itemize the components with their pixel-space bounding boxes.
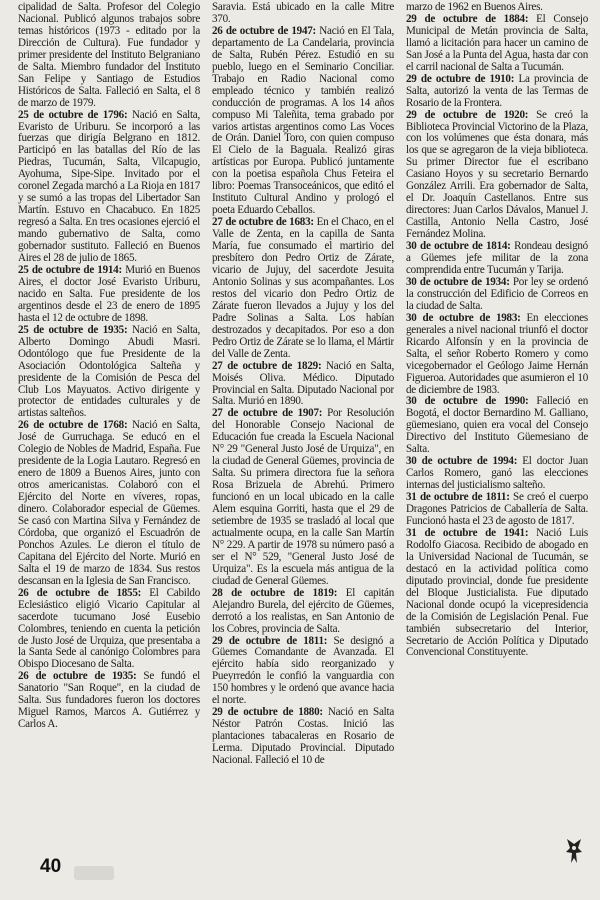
entry-text: Nació en Salta Néstor Patrón Costas. Inició las plantaciones tabacaleras en Rosario de Lerma. Diputado Provincial. Diputado Nacional. Falleció el 10 de <box>212 706 394 767</box>
entry-date: 30 de octubre de 1990: <box>406 395 529 408</box>
entry-date: 26 de octubre de 1855: <box>18 586 142 599</box>
entry-date: 31 de octubre de 1811: <box>406 491 510 504</box>
entry <box>406 528 588 659</box>
entry-date: 26 de octubre de 1768: <box>18 419 128 432</box>
entry-date: 25 de octubre de 1935: <box>18 323 128 336</box>
entry-text: Se fundó el Sanatorio "San Roque", en la ciudad de Salta. Sus fundadores fueron los doctores Miguel Ramos, Marcos A. Gutiérrez y Carlos A. <box>18 670 200 731</box>
text-columns <box>18 2 588 854</box>
entry-date: 30 de octubre de 1934: <box>406 275 510 288</box>
entry-text: Murió en Buenos Aires, el doctor José Evaristo Uriburu, nacido en Salta. Fue presidente de los argentinos desde el 23 de enero de 1895 hasta el 12 de octubre de 1898. <box>18 263 200 324</box>
entry-date: 28 de octubre de 1819: <box>212 586 338 599</box>
entry-date: 30 de octubre de 1814: <box>406 240 511 253</box>
entry <box>406 14 588 74</box>
entry-text: El Cabildo Eclesiástico eligió Vicario Capitular al sacerdote tucumano José Eusebio Colombres, teniendo en cuenta la petición de Justo José de Urquiza, que presentaba a la Santa Sede al canónigo Colombres para Obispo Diocesano de Salta. <box>18 586 200 671</box>
column-3 <box>406 2 588 854</box>
entry <box>18 420 200 587</box>
entry <box>212 636 394 708</box>
entry-text: La provincia de Salta, autorizó la venta de las Termas de Rosario de la Frontera. <box>406 72 588 109</box>
entry-date: 31 de octubre de 1941: <box>406 526 529 539</box>
entry-text: En elecciones generales a nivel nacional triunfó el doctor Ricardo Alfonsín y en la provincia de Salta, el señor Roberto Romero y como vicegobernador el Geólogo Jaime Hernán Figueroa. Autoridades que asumieron el 10 de diciembre de 1983. <box>406 311 588 396</box>
entry-text: Saravia. Está ubicado en la calle Mitre 370. <box>212 2 394 25</box>
column-1 <box>18 2 200 854</box>
entry <box>18 2 200 110</box>
entry-date: 29 de octubre de 1884: <box>406 12 529 25</box>
entry <box>406 313 588 397</box>
entry-date: 29 de octubre de 1910: <box>406 72 515 85</box>
entry-text: Se designó a Güemes Comandante de Avanzada. El ejército había sido reorganizado y Pueyrredón le confió la vanguardia con 150 hombres y le ordenó que avance hacia el norte. <box>212 634 394 707</box>
entry <box>18 671 200 731</box>
entry-text: marzo de 1962 en Buenos Aires. <box>406 2 543 13</box>
publisher-logo-icon <box>563 836 585 866</box>
page-number: 40 <box>40 856 62 877</box>
entry <box>212 217 394 360</box>
entry-date: 26 de octubre de 1935: <box>18 670 137 683</box>
entry <box>212 361 394 409</box>
entry <box>18 265 200 325</box>
entry <box>212 26 394 217</box>
entry-text: Nació en Salta, Alberto Domingo Abudi Masri. Odontólogo que fue Presidente de la Asociación Odontológica Salteña y presidente de la Comisión de Pesca del Club Los Mayuatos. Activo dirigente y protector de entidades culturales y de artistas salteños. <box>18 323 200 420</box>
entry-text: Se creó el cuerpo Dragones Patricios de Caballería de Salta. Funcionó hasta el 23 de agosto de 1817. <box>406 491 588 527</box>
entry-text: Se creó la Biblioteca Provincial Victorino de la Plaza, con los volúmenes que ésta donara, más los que se agregaron de la vieja biblioteca. Su primer Director fue el escribano Casiano Hoyos y su secretario Bernardo González Arrili. Era gobernador de Salta, el Dr. Joaquín Castellanos. Entre sus directores: Juan Carlos Dávalos, Manuel J. Castilla, Antonio Nella Castro, José Fernández Molina. <box>406 108 588 241</box>
entry-date: 30 de octubre de 1994: <box>406 455 518 468</box>
entry-date: 29 de octubre de 1880: <box>212 706 323 719</box>
entry-text: Nació en Salta, Moisés Oliva. Médico. Diputado Provincial en Salta. Diputado Nacional por Salta. Murió en 1890. <box>212 359 394 408</box>
entry-text: El Consejo Municipal de Metán provincia de Salta, llamó a licitación para hacer un camino de San José a la Punta del Agua, hasta dar con el carril nacional de Salta a Tucumán. <box>406 12 588 73</box>
entry-text: cipalidad de Salta. Profesor del Colegio Nacional. Publicó algunos trabajos sobre temas históricos (1973 - editado por la Dirección de Cultura). Fue fundador y primer presidente del Instituto Belgraniano de Salta. Miembro fundador del Instituto San Felipe y Santiago de Estudios Históricos de Salta. Falleció en Salta, el 8 de marzo de 1979. <box>18 2 200 109</box>
entry-text: En el Chaco, en el Valle de Zenta, en la capilla de Santa María, fue consumado el martirio del presbítero don Pedro Ortiz de Zárate, vicario de Jujuy, del sacerdote Jesuita Antonio Solinas y sus acompañantes. Los restos del vicario don Pedro Ortiz de Zárate fueron llevados a Jujuy y los del Padre Solinas a Salta. Los habían destrozados y decapitados. Por eso a don Pedro Ortiz de Zárate se lo llama, el Mártir del Valle de Zenta. <box>212 216 394 360</box>
entry-date: 29 de octubre de 1920: <box>406 108 529 121</box>
entry-date: 27 de octubre de 1683: <box>212 216 314 229</box>
entry-date: 27 de octubre de 1829: <box>212 359 322 372</box>
entry-text: Por ley se ordenó la construcción del Edificio de Correos en la ciudad de Salta. <box>406 275 588 312</box>
entry <box>212 2 394 26</box>
entry <box>406 492 588 528</box>
entry-text: Por Resolución del Honorable Consejo Nacional de Educación fue creada la Escuela Nacional N° 29 "General Justo José de Urquiza", en la ciudad de General Güemes, provincia de Salta. Su primera directora fue la señora Rosa Brizuela de Abrehú. Primero funcionó en un local ubicado en la calle Alem esquina Gorriti, hasta que el 29 de setiembre de 1935 se trasladó al local que actualmente ocupa, en la calle San Martín N° 229. A partir de 1978 su número pasó a ser el N° 529, "General Justo José de Urquiza". Es la escuela más antigua de la ciudad de General Güemes. <box>212 407 394 587</box>
entry-text: Nació en El Tala, departamento de La Candelaria, provincia de Salta, Rubén Pérez. Estudió en su pueblo, luego en el Seminario Conciliar. Trabajo en Radio Nacional como empleado técnico y también realizó conducción de programas. A los 14 años compuso Mi Taleñita, tema grabado por varios artistas argentinos como Las Voces de Orán. Daniel Toro, con quien compuso El Cielo de la Baguala. Realizó giras artísticas por Europa. Publicó juntamente con la poetisa española Chus Feteira el libro: Poemas Transoceánicos, que editó el Instituto Cultural Andino y prologó el poeta Eduardo Ceballos. <box>212 24 394 217</box>
entry-date: 27 de octubre de 1907: <box>212 407 323 420</box>
entry-date: 30 de octubre de 1983: <box>406 311 521 324</box>
entry-text: Falleció en Bogotá, el doctor Bernardino M. Galliano, güemesiano, quien era vocal del Consejo Directivo del Instituto Güemesiano de Salta. <box>406 395 588 456</box>
entry <box>18 110 200 265</box>
entry-text: Rondeau designó a Güemes jefe militar de la zona comprendida entre Tucumán y Tarija. <box>406 240 588 276</box>
entry-date: 26 de octubre de 1947: <box>212 24 316 37</box>
entry <box>406 277 588 313</box>
entry <box>18 588 200 672</box>
entry <box>18 325 200 421</box>
entry-text: El capitán Alejandro Burela, del ejército de Güemes, derrotó a los realistas, en San Antonio de los Cobres, provincia de Salta. <box>212 586 394 635</box>
entry <box>212 707 394 767</box>
entry <box>212 588 394 636</box>
entry <box>406 396 588 456</box>
print-smudge <box>74 866 114 880</box>
entry-text: El doctor Juan Carlos Romero, ganó las elecciones internas del justicialismo salteño. <box>406 455 588 492</box>
entry-date: 25 de octubre de 1796: <box>18 108 128 121</box>
entry-date: 25 de octubre de 1914: <box>18 263 122 276</box>
entry-text: Nació en Salta, Evaristo de Uriburu. Se incorporó a las fuerzas que dirigía Belgrano en 1812. Participó en las batallas del Río de las Piedras, Tucumán, Salta, Vilcapugio, Ayohuma, Sipe-Sipe. Invitado por el coronel Zegada marchó a La Rioja en 1817 y se sumó a las tropas del Libertador San Martín. Estuvo en Chacabuco. En 1825 regresó a Salta. En tres ocasiones ejerció el mando gubernativo de Salta, como gobernador sustituto. Falleció en Buenos Aires el 28 de julio de 1865. <box>18 108 200 265</box>
entry <box>212 408 394 587</box>
entry-text: Nació en Salta, José de Gurruchaga. Se educó en el Colegio de Nobles de Madrid, España. Fue presidente de la Logia Lautaro. Regresó en enero de 1809 a Buenos Aires, junto con otros americanistas. Colaboró con el Ejército del Norte en víveres, ropas, dinero. Colaborador especial de Güemes. Se casó con Martina Silva y Fernández de Córdoba, que organizó el Escuadrón de Ponchos Azules. Le dieron el título de Capitana del Ejército del Norte. Murió en Salta el 19 de marzo de 1834. Sus restos descansan en la Iglesia de San Francisco. <box>18 419 200 587</box>
column-2 <box>212 2 394 854</box>
entry <box>406 241 588 277</box>
entry-date: 29 de octubre de 1811: <box>212 634 328 647</box>
entry-text: Nació Luis Rodolfo Giacosa. Recibido de abogado en la Universidad Nacional de Tucumán, se destacó en la actividad política como diputado provincial, donde fue presidente del Bloque Justicialista. Fue diputado Nacional donde ocupó la vicepresidencia de la Comisión de Legislación Penal. Fue también subsecretario del Interior, Secretario de Acción Política y Diputado Convencional Constituyente. <box>406 526 588 659</box>
entry <box>406 74 588 110</box>
entry <box>406 110 588 241</box>
entry <box>406 456 588 492</box>
